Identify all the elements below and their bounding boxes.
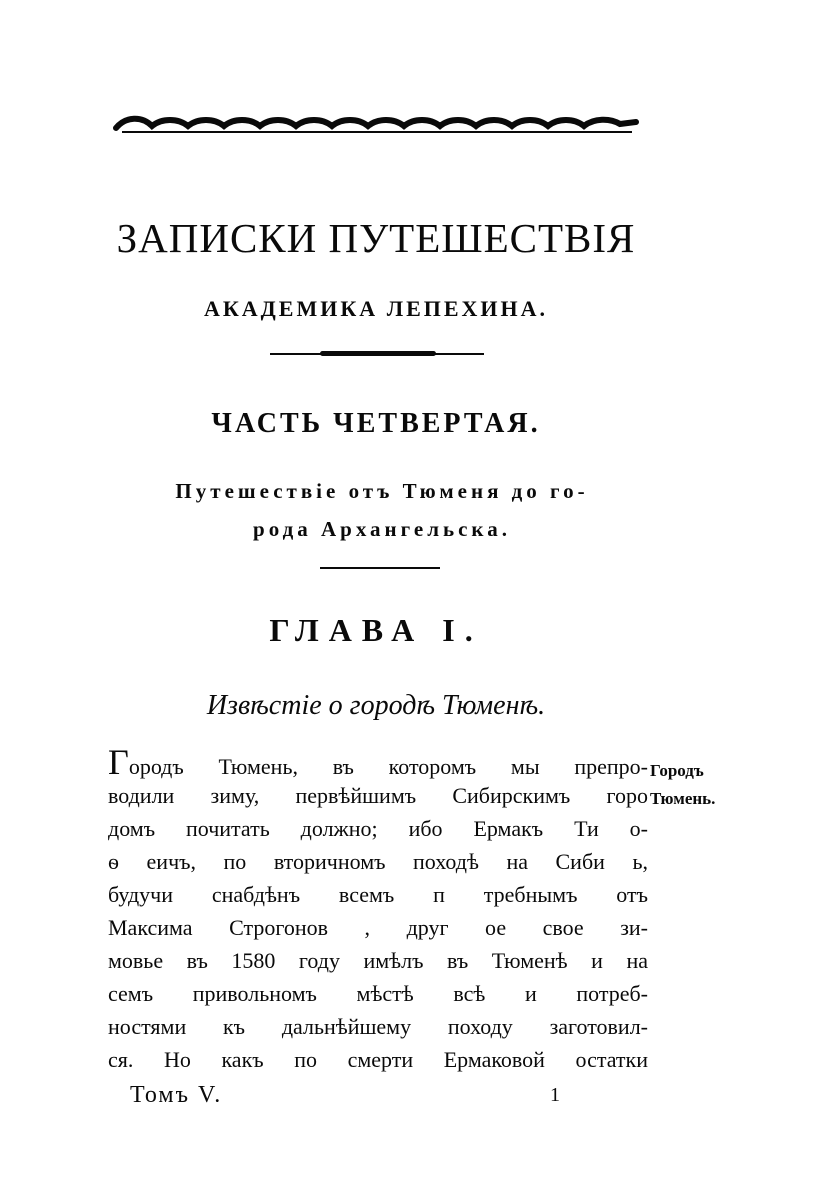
margin-note [650, 757, 750, 813]
margin-note-line-1: Городъ [650, 761, 704, 780]
text-line: ѳ еичъ, по вторичномъ походѣ на Сиби ь, [108, 849, 648, 874]
part-description-line-1: Путешествіе отъ Тюменя до го- [175, 479, 589, 503]
divider-rule-swell [320, 351, 436, 356]
chapter-subtitle: Извѣстіе о городѣ Тюменѣ. [206, 690, 546, 721]
author-line: АКАДЕМИКА ЛЕПЕХИНА. [203, 296, 549, 321]
text-line: Максима Строгонов , друг ое свое зи- [108, 915, 648, 940]
text-line: домъ почитать должно; ибо Ермакъ Ти о- [108, 816, 648, 841]
text-line: семъ привольномъ мѣстѣ всѣ и потреб- [108, 981, 648, 1006]
text-line: мовье въ 1580 году имѣлъ въ Тюменѣ и на [108, 948, 648, 973]
short-divider-rule [320, 567, 440, 569]
volume-signature: Томъ V. [130, 1082, 223, 1108]
chapter-heading: ГЛАВА I. [269, 612, 483, 648]
text-line: водили зиму, первѣйшимъ Сибирскимъ горо [108, 783, 648, 808]
text-line: ностями къ дальнѣйшему походу заготовил- [108, 1014, 648, 1039]
ornamental-border [112, 110, 640, 140]
sheet-number: 1 [550, 1084, 560, 1106]
margin-note-line-2: Тюмень. [650, 789, 716, 808]
drop-cap: Г [108, 742, 129, 782]
part-description [108, 472, 656, 548]
body-paragraph [108, 742, 648, 1076]
text-line: Городъ Тюмень, въ которомъ мы препро- [108, 742, 648, 782]
page-title: ЗАПИСКИ ПУТЕШЕСТВІЯ [116, 215, 636, 261]
text-line: будучи снабдѣнъ всемъ п требнымъ отъ [108, 882, 648, 907]
part-description-line-2: рода Архангельска. [253, 517, 511, 541]
part-heading: ЧАСТЬ ЧЕТВЕРТАЯ. [211, 408, 541, 439]
text-line: ся. Но какъ по смерти Ермаковой остатки [108, 1047, 648, 1072]
